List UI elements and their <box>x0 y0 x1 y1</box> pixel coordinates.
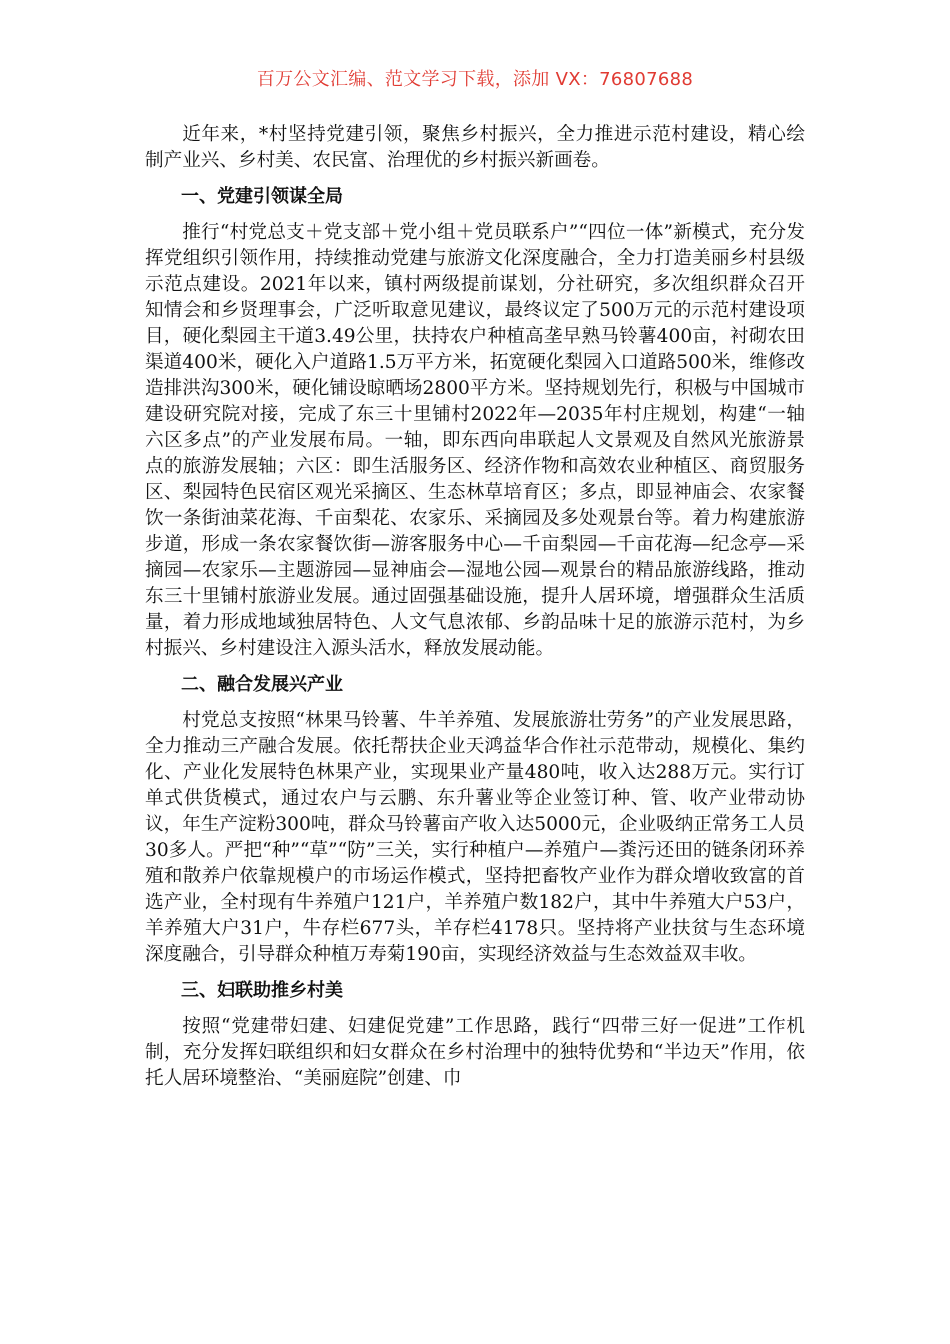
section-paragraph: 村党总支按照“林果马铃薯、牛羊养殖、发展旅游壮劳务”的产业发展思路，全力推动三产融合发展。依托帮扶企业天鸿益华合作社示范带动，规模化、集约化、产业化发展特色林果产业，实现果业产量480吨，收入达288万元。实行订单式供货模式，通过农户与云鹏、东升薯业等企业签订种、管、收产业带动协议，年生产淀粉300吨，群众马铃薯亩产收入达5000元，企业吸纳正常务工人员30多人。严把“种”“草”“防”三关，实行种植户—养殖户—粪污还田的链条闭环养殖和散养户依靠规模户的市场运作模式，坚持把畜牧产业作为群众增收致富的首选产业，全村现有牛养殖户121户，羊养殖户数182户，其中牛养殖大户53户，羊养殖大户31户，牛存栏677头，羊存栏4178只。坚持将产业扶贫与生态环境深度融合，引导群众种植万寿菊190亩，实现经济效益与生态效益双丰收。 <box>145 710 805 965</box>
section-heading: 三、妇联助推乡村美 <box>181 980 343 1001</box>
section-heading: 一、党建引领谋全局 <box>181 186 343 207</box>
section-2 <box>145 672 805 968</box>
watermark-banner: 百万公文汇编、范文学习下载，添加 VX：76807688 <box>256 69 694 90</box>
section-3 <box>145 978 805 1092</box>
section-paragraph: 按照“党建带妇建、妇建促党建”工作思路，践行“四带三好一促进”工作机制，充分发挥妇联组织和妇女群众在乡村治理中的独特优势和“半边天”作用，依托人居环境整治、“美丽庭院”创建、巾 <box>145 1016 805 1089</box>
intro-paragraph: 近年来，*村坚持党建引领，聚焦乡村振兴，全力推进示范村建设，精心绘制产业兴、乡村美、农民富、治理优的乡村振兴新画卷。 <box>145 124 805 171</box>
document-body <box>145 122 805 1092</box>
section-1 <box>145 184 805 662</box>
section-paragraph: 推行“村党总支＋党支部＋党小组＋党员联系户”“四位一体”新模式，充分发挥党组织引领作用，持续推动党建与旅游文化深度融合，全力打造美丽乡村县级示范点建设。2021年以来，镇村两级提前谋划，分社研究，多次组织群众召开知情会和乡贤理事会，广泛听取意见建议，最终议定了500万元的示范村建设项目，硬化梨园主干道3.49公里，扶持农户种植高垄早熟马铃薯400亩，衬砌农田渠道400米，硬化入户道路1.5万平方米，拓宽硬化梨园入口道路500米，维修改造排洪沟300米，硬化铺设晾晒场2800平方米。坚持规划先行，积极与中国城市建设研究院对接，完成了东三十里铺村2022年—2035年村庄规划，构建“一轴六区多点”的产业发展布局。一轴，即东西向串联起人文景观及自然风光旅游景点的旅游发展轴；六区：即生活服务区、经济作物和高效农业种植区、商贸服务区、梨园特色民宿区观光采摘区、生态林草培育区；多点，即显神庙会、农家餐饮一条街油菜花海、千亩梨花、农家乐、采摘园及多处观景台等。着力构建旅游步道，形成一条农家餐饮街—游客服务中心—千亩梨园—千亩花海—纪念亭—采摘园—农家乐—主题游园—显神庙会—湿地公园—观景台的精品旅游线路，推动东三十里铺村旅游业发展。通过固强基础设施，提升人居环境，增强群众生活质量，着力形成地域独居特色、人文气息浓郁、乡韵品味十足的旅游示范村，为乡村振兴、乡村建设注入源头活水，释放发展动能。 <box>145 222 805 659</box>
section-heading: 二、融合发展兴产业 <box>181 674 343 695</box>
